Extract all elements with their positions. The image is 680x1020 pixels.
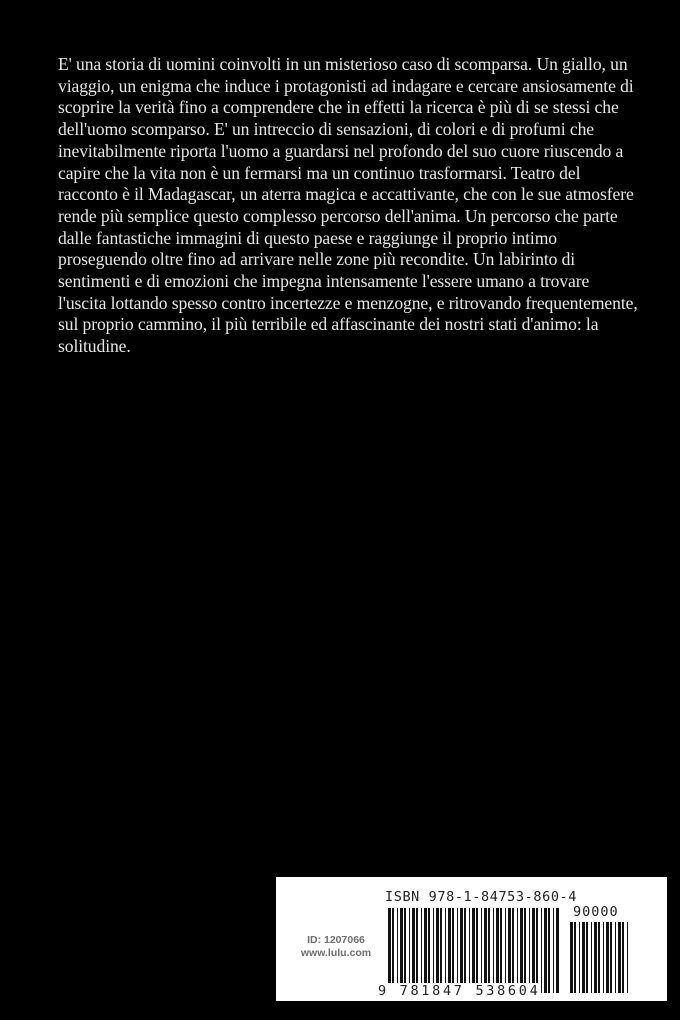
price-code: 90000	[573, 904, 619, 920]
isbn-number: ISBN 978-1-84753-860-4	[385, 889, 578, 905]
barcode-digits: 9 781847 538604	[378, 983, 541, 999]
barcode-label	[276, 877, 667, 1001]
lulu-url: www.lulu.com	[300, 947, 372, 959]
lulu-id: ID: 1207066	[307, 934, 365, 946]
back-cover-blurb: E' una storia di uomini coinvolti in un misterioso caso di scomparsa. Un giallo, un viaggio, un enigma che induce i protagonisti ad indagare e cercare ansiosamente di scoprire la verità fino a comprendere che in effetti la ricerca è più di se stessi che dell'uomo scomparso. E' un intreccio di sensazioni, di colori e di profumi che inevitabilmente riporta l'uomo a guardarsi nel profondo del suo cuore riuscendo a capire che la vita non è un fermarsi ma un continuo trasformarsi. Teatro del racconto è il Madagascar, un aterra magica e accattivante, che con le sue atmosfere rende più semplice questo complesso percorso dell'anima. Un percorso che parte dalle fantastiche immagini di questo paese e raggiunge il proprio intimo proseguendo oltre fino ad arrivare nelle zone più recondite. Un labirinto di sentimenti e di emozioni che impegna intensamente l'essere umano a trovare l'uscita lottando spesso contro incertezze e menzogne, e ritrovando frequentemente, sul proprio cammino, il più terribile ed affascinante dei nostri stati d'animo: la solitudine.	[58, 54, 638, 357]
